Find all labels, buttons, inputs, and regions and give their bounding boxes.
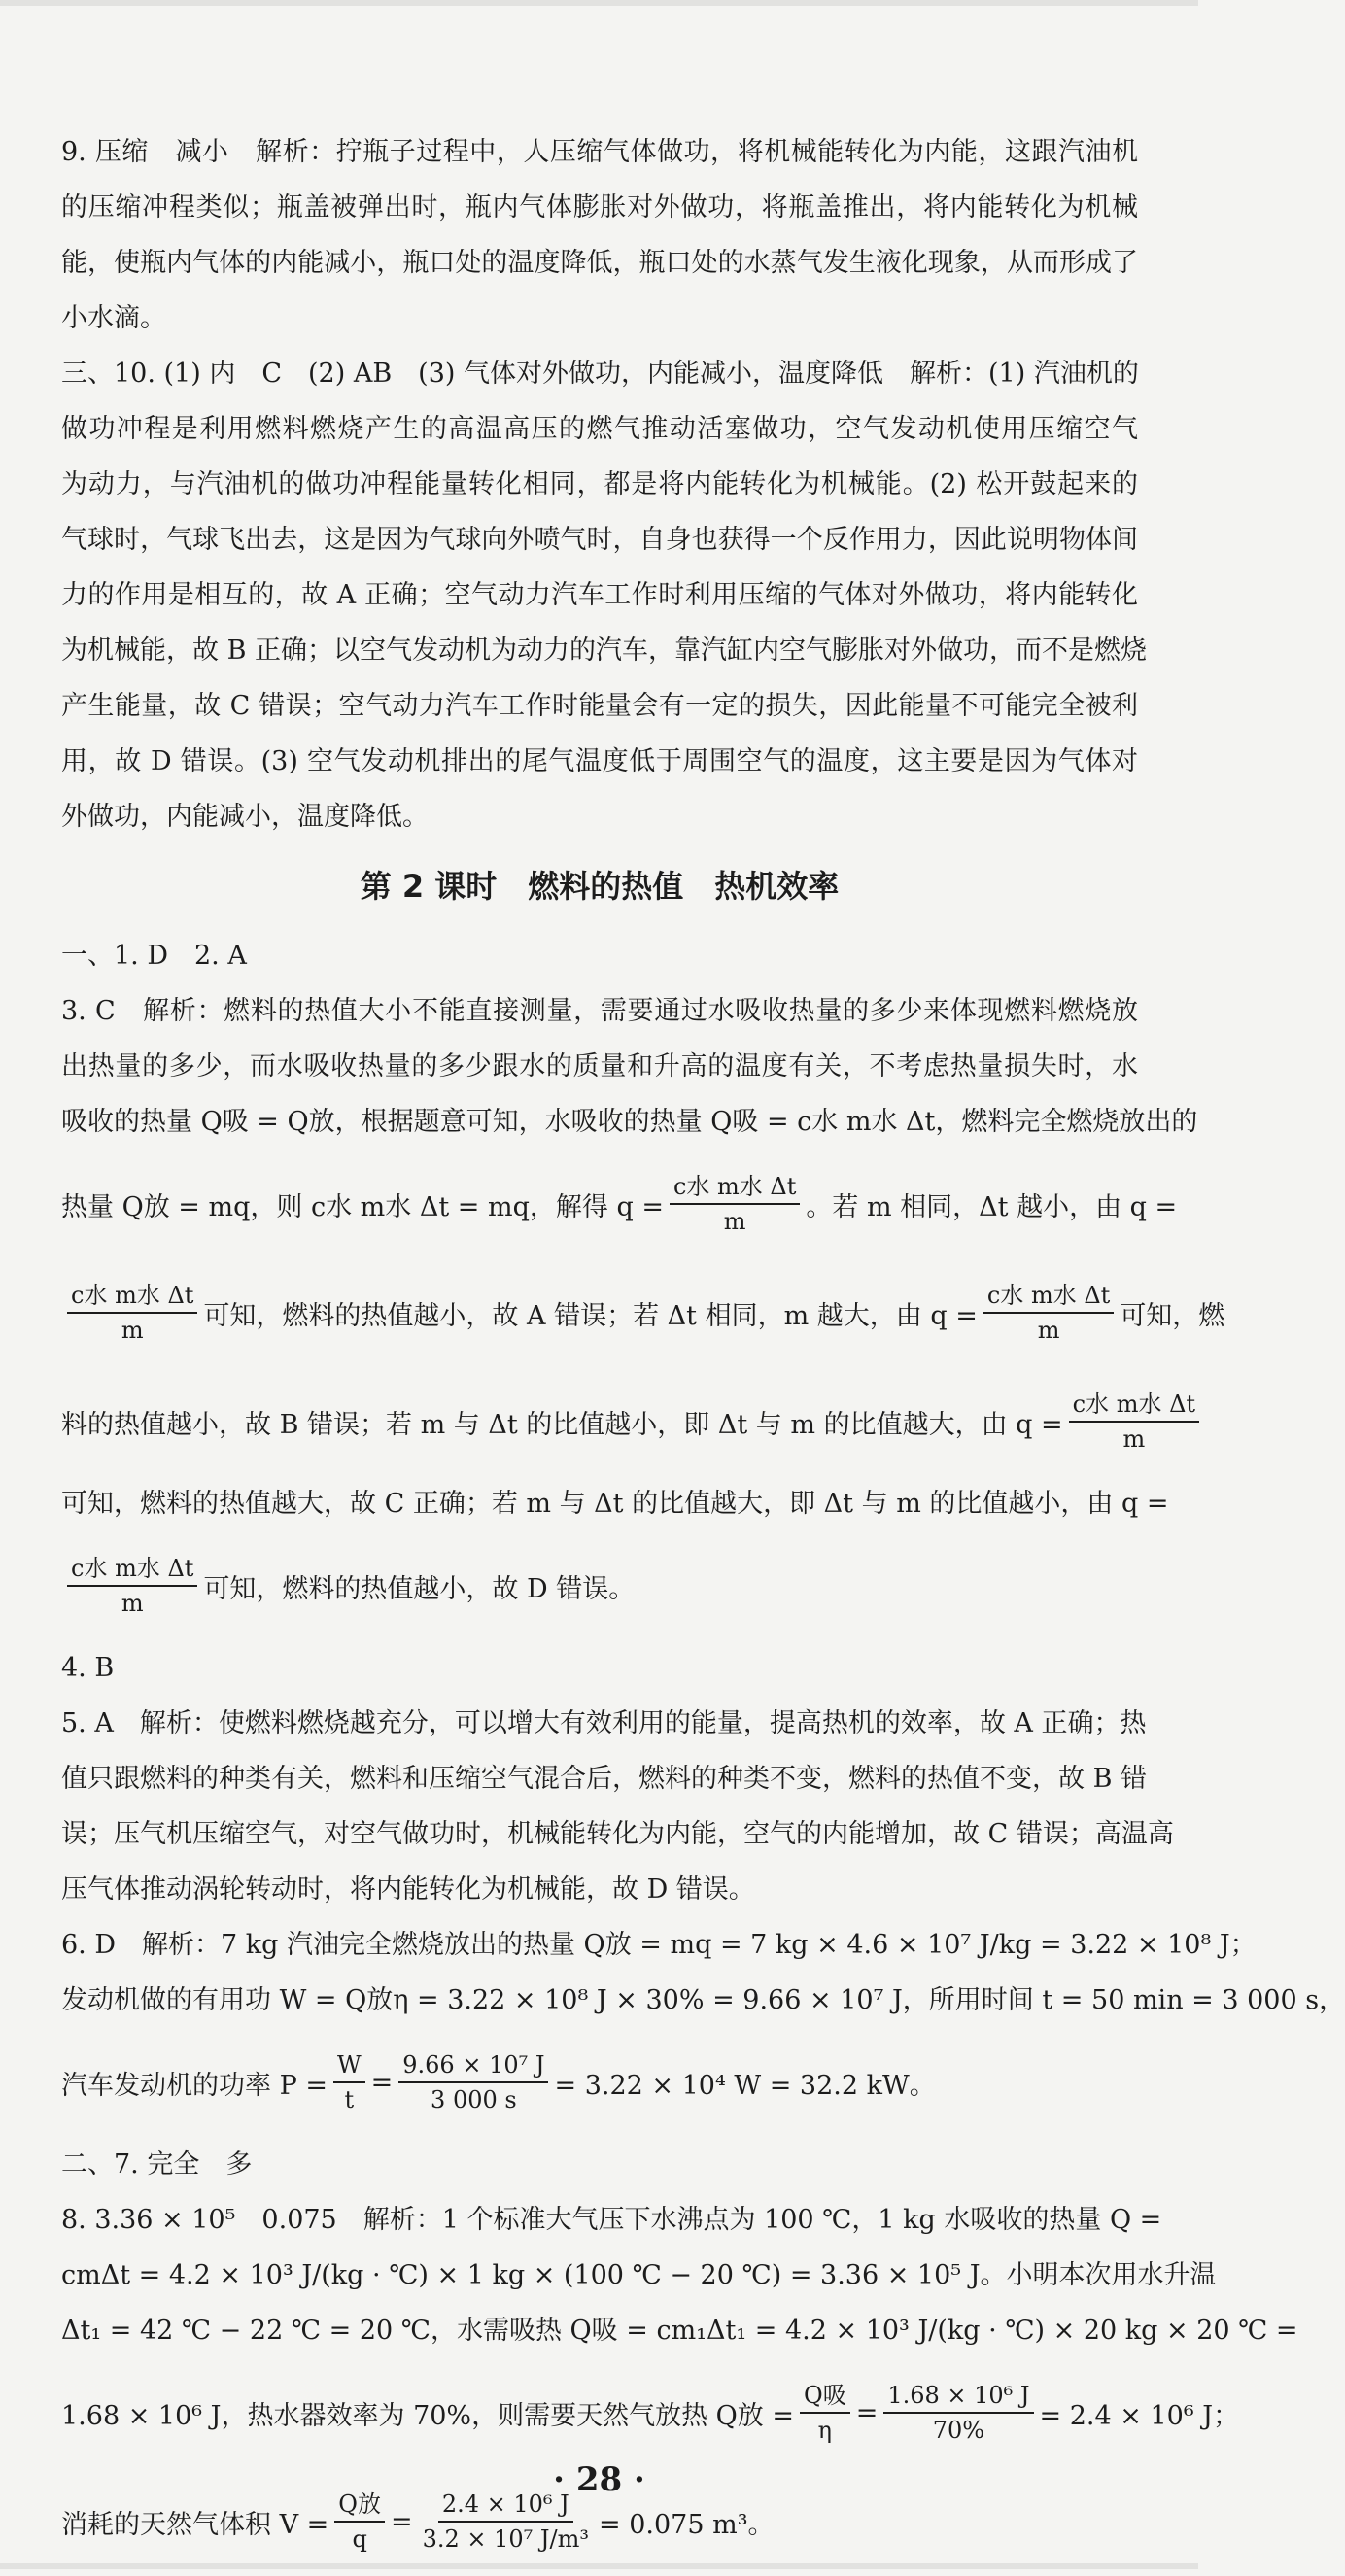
q3-fraction-q <box>1069 1390 1199 1454</box>
q6-fraction-power <box>333 2050 365 2114</box>
q10-line-2: 做功冲程是利用燃料燃烧产生的高温高压的燃气推动活塞做功，空气发动机使用压缩空气 <box>61 414 1138 444</box>
q3-line-2: 出热量的多少，而水吸收热量的多少跟水的质量和升高的温度有关，不考虑热量损失时，水 <box>61 1051 1138 1082</box>
q7-answer: 二、7. 完全 多 <box>61 2149 253 2180</box>
q5-line-3: 误；压气机压缩空气，对空气做功时，机械能转化为内能，空气的内能增加，故 C 错误；高温高 <box>61 1819 1174 1849</box>
q3-fraction-q <box>670 1172 800 1236</box>
q5-line-1: 5. A 解析：使燃料燃烧越充分，可以增大有效利用的能量，提高热机的效率，故 A 正确；热 <box>61 1708 1147 1738</box>
q9-line-2: 的压缩冲程类似；瓶盖被弹出时，瓶内气体膨胀对外做功，将瓶盖推出，将内能转化为机械 <box>61 192 1138 223</box>
fraction-numerator: c水 m水 Δt <box>67 1554 197 1587</box>
q3-line-5 <box>61 1258 1225 1367</box>
q3-text-4a: 热量 Q放 = mq，则 c水 m水 Δt = mq，解得 q = <box>61 1191 664 1222</box>
q6-text-3b: = 3.22 × 10⁴ W = 32.2 kW。 <box>554 2070 936 2101</box>
q5-line-2: 值只跟燃料的种类有关，燃料和压缩空气混合后，燃料的种类不变，燃料的热值不变，故 B 错 <box>61 1764 1148 1794</box>
q8-line-3: Δt₁ = 42 ℃ − 22 ℃ = 20 ℃，水需吸热 Q吸 = cm₁Δt₁ = 4.2 × 10³ J/(kg · ℃) × 20 kg × 20 ℃ = <box>61 2316 1298 2346</box>
fraction-numerator: Q吸 <box>800 2381 850 2414</box>
q5-line-4: 压气体推动涡轮转动时，将内能转化为机械能，故 D 错误。 <box>61 1874 755 1905</box>
bottom-border <box>0 2563 1198 2569</box>
q10-line-4: 气球时，气球飞出去，这是因为气球向外喷气时，自身也获得一个反作用力，因此说明物体间 <box>61 525 1138 555</box>
fraction-denominator: m <box>121 1317 144 1344</box>
q10-line-8: 用，故 D 错误。(3) 空气发动机排出的尾气温度低于周围空气的温度，这主要是因为气体对 <box>61 746 1138 776</box>
q10-line-3: 为动力，与汽油机的做功冲程能量转化相同，都是将内能转化为机械能。(2) 松开鼓起来的 <box>61 469 1138 499</box>
q9-line-3: 能，使瓶内气体的内能减小，瓶口处的温度降低，瓶口处的水蒸气发生液化现象，从而形成了 <box>61 248 1138 278</box>
lesson-heading: 第 2 课时 燃料的热值 热机效率 <box>360 868 840 905</box>
fraction-numerator: c水 m水 Δt <box>67 1281 197 1314</box>
fraction-numerator: c水 m水 Δt <box>983 1281 1114 1314</box>
q9-line-1: 9. 压缩 减小 解析：拧瓶子过程中，人压缩气体做功，将机械能转化为内能，这跟汽油机 <box>61 137 1138 167</box>
q3-text-8b: 可知，燃料的热值越小，故 D 错误。 <box>203 1573 636 1604</box>
q8-text-4a: 1.68 × 10⁶ J，热水器效率为 70%，则需要天然气放热 Q放 = <box>61 2400 795 2431</box>
q8-line-4 <box>61 2358 1240 2467</box>
fraction-numerator: 1.68 × 10⁶ J <box>883 2381 1033 2414</box>
answer-content <box>61 124 1345 2576</box>
fraction-numerator: Q放 <box>334 2490 385 2523</box>
q3-text-5c: 可知，燃 <box>1120 1300 1225 1331</box>
q8-fraction-heat <box>800 2381 850 2445</box>
q8-line-1: 8. 3.36 × 10⁵ 0.075 解析：1 个标准大气压下水沸点为 100 ℃，1 kg 水吸收的热量 Q = <box>61 2205 1162 2235</box>
fraction-denominator: η <box>817 2417 833 2444</box>
q8-text-5b: = 0.075 m³。 <box>599 2509 775 2540</box>
q3-fraction-q <box>67 1554 197 1618</box>
q3-fraction-q <box>67 1281 197 1345</box>
q6-text-3a: 汽车发动机的功率 P = <box>61 2070 328 2101</box>
q9-line-4: 小水滴。 <box>61 303 166 333</box>
q10-line-7: 产生能量，故 C 错误；空气动力汽车工作时能量会有一定的损失，因此能量不可能完全被利 <box>61 691 1138 721</box>
q3-fraction-q <box>983 1281 1114 1345</box>
q10-line-5: 力的作用是相互的，故 A 正确；空气动力汽车工作时利用压缩的气体对外做功，将内能转化 <box>61 580 1138 610</box>
fraction-denominator: 3.2 × 10⁷ J/m³ <box>422 2525 590 2553</box>
q1-2-answers: 一、1. D 2. A <box>61 941 247 971</box>
q10-line-9: 外做功，内能减小，温度降低。 <box>61 802 429 832</box>
fraction-denominator: m <box>1037 1317 1060 1344</box>
equals-sign: = <box>855 2397 879 2428</box>
q4-answer: 4. B <box>61 1653 115 1683</box>
q3-line-8 <box>61 1531 1138 1640</box>
q8-text-4b: = 2.4 × 10⁶ J； <box>1039 2400 1240 2431</box>
q3-line-6 <box>61 1367 1196 1476</box>
equals-sign: = <box>370 2067 394 2098</box>
fraction-denominator: 70% <box>932 2417 985 2444</box>
q8-line-2: cmΔt = 4.2 × 10³ J/(kg · ℃) × 1 kg × (100 ℃ − 20 ℃) = 3.36 × 10⁵ J。小明本次用水升温 <box>61 2260 1217 2290</box>
q3-text-4b: 。若 m 相同，Δt 越小，由 q = <box>806 1191 1178 1222</box>
fraction-numerator: 9.66 × 10⁷ J <box>398 2050 548 2083</box>
q10-line-6: 为机械能，故 B 正确；以空气发动机为动力的汽车，靠汽缸内空气膨胀对外做功，而不是燃烧 <box>61 635 1148 666</box>
q3-line-7: 可知，燃料的热值越大，故 C 正确；若 m 与 Δt 的比值越大，即 Δt 与 m 的比值越小，由 q = <box>61 1489 1169 1519</box>
fraction-denominator: m <box>121 1590 144 1617</box>
fraction-numerator: c水 m水 Δt <box>1069 1390 1199 1423</box>
q3-line-3: 吸收的热量 Q吸 = Q放，根据题意可知，水吸收的热量 Q吸 = c水 m水 Δt，燃料完全燃烧放出的 <box>61 1107 1198 1137</box>
q8-text-5a: 消耗的天然气体积 V = <box>61 2509 329 2540</box>
fraction-numerator: c水 m水 Δt <box>670 1172 800 1205</box>
fraction-numerator: W <box>333 2050 365 2083</box>
q3-text-6a: 料的热值越小，故 B 错误；若 m 与 Δt 的比值越小，即 Δt 与 m 的比值越大，由 q = <box>61 1409 1063 1440</box>
q3-line-1: 3. C 解析：燃料的热值大小不能直接测量，需要通过水吸收热量的多少来体现燃料燃烧放 <box>61 996 1138 1026</box>
q3-line-4 <box>61 1150 1178 1258</box>
fraction-denominator: t <box>344 2086 355 2113</box>
fraction-denominator: q <box>352 2525 367 2553</box>
q6-line-2: 发动机做的有用功 W = Q放η = 3.22 × 10⁸ J × 30% = 9.66 × 10⁷ J，所用时间 t = 50 min = 3 000 s， <box>61 1985 1345 2015</box>
fraction-numerator: 2.4 × 10⁶ J <box>438 2490 573 2523</box>
q6-line-1: 6. D 解析：7 kg 汽油完全燃烧放出的热量 Q放 = mq = 7 kg × 4.6 × 10⁷ J/kg = 3.22 × 10⁸ J； <box>61 1930 1257 1960</box>
q6-line-3 <box>61 2028 1138 2137</box>
q6-fraction-values <box>398 2050 548 2114</box>
equals-sign: = <box>390 2506 413 2537</box>
fraction-denominator: m <box>723 1208 746 1235</box>
fraction-denominator: 3 000 s <box>431 2086 517 2113</box>
q10-line-1: 三、10. (1) 内 C (2) AB (3) 气体对外做功，内能减小，温度降低 解析：(1) 汽油机的 <box>61 359 1139 389</box>
fraction-denominator: m <box>1122 1425 1146 1453</box>
q8-fraction-values <box>883 2381 1033 2445</box>
page-number: · 28 · <box>553 2460 645 2499</box>
top-border <box>0 0 1198 6</box>
q3-text-5b: 可知，燃料的热值越小，故 A 错误；若 Δt 相同，m 越大，由 q = <box>203 1300 978 1331</box>
